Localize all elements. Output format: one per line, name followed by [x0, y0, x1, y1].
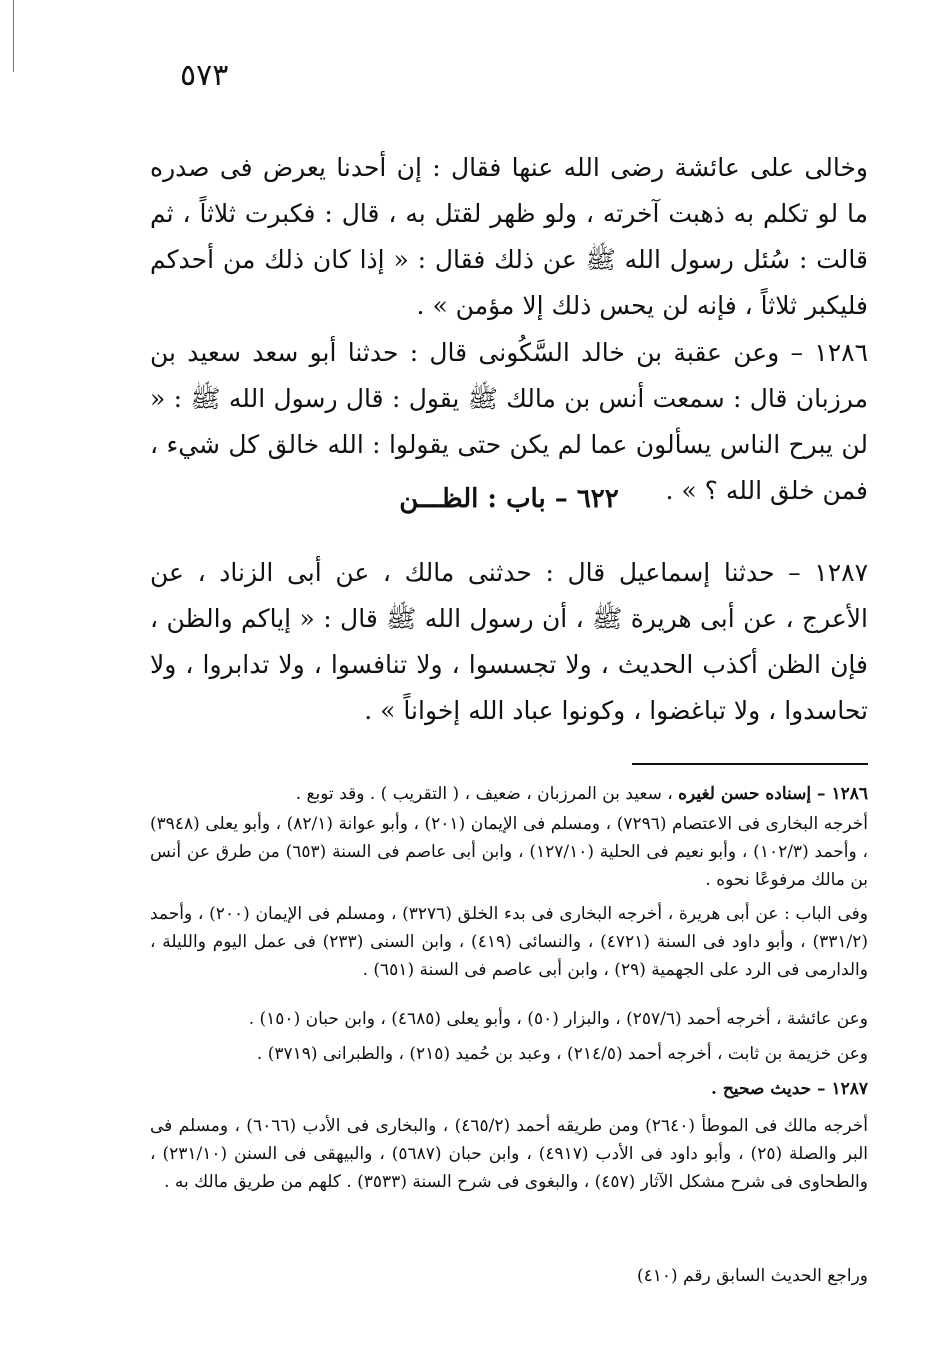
footnote-1286-grading-text: ، سعيد بن المرزبان ، ضعيف ، ( التقريب ) . وقد توبع . — [295, 784, 679, 804]
paragraph-continuation: وخالى على عائشة رضى الله عنها فقال : إن أحدنا يعرض فى صدره ما لو تكلم به ذهبت آخرته ، ولو ظهر لقتل به ، قال : فكبرت ثلاثاً ، ثم قالت : سُئل رسول الله ﷺ عن ذلك فقال : « إذا كان ذلك من أحدكم فليكبر ثلاثاً ، فإنه لن يحس ذلك إلا مؤمن » . — [150, 153, 868, 320]
footnote-1286-abu-hurayra: وفى الباب : عن أبى هريرة ، أخرجه البخارى فى بدء الخلق (٣٢٧٦) ، ومسلم فى الإيمان (٢٠٠) ، وأحمد (٣٣١/٢) ، وأبو داود فى السنة (٤٧٢١) ، والنسائى (٤١٩) ، وابن السنى (٢٣٣) فى عمل اليوم والليلة ، والدارمى فى الرد على الجهمية (٢٩) ، وابن أبى عاصم فى السنة (٦٥١) . — [150, 904, 869, 980]
footnote-1286-grading — [150, 780, 868, 808]
page-number: ٥٧٣ — [180, 58, 229, 93]
page-edge-line — [13, 0, 14, 72]
footnote-1287-label: ١٢٨٧ – حديث صحيح . — [711, 1079, 868, 1099]
footnote-1287-sources: أخرجه مالك فى الموطأ (٢٦٤٠) ومن طريقه أحمد (٤٦٥/٢) ، والبخارى فى الأدب (٦٠٦٦) ، ومسلم فى البر والصلة (٢٥) ، وأبو داود فى الأدب (٤٩١٧) ، وابن حبان (٥٦٨٧) ، والبيهقى فى السنن (٢٣١/١٠) ، والطحاوى فى شرح مشكل الآثار (٤٥٧) ، والبغوى فى شرح السنة (٣٥٣٣) . كلهم من طريق مالك به . — [150, 1116, 868, 1192]
chapter-heading: ٦٢٢ – باب : الظـــن — [399, 484, 619, 514]
footnote-1287-reference: وراجع الحديث السابق رقم (٤١٠) — [636, 1266, 868, 1286]
footnote-1286-label: ١٢٨٦ – إسناده حسن لغيره — [678, 784, 868, 804]
footnote-1286-khuzayma: وعن خزيمة بن ثابت ، أخرجه أحمد (٢١٤/٥) ، وعبد بن حُميد (٢١٥) ، والطبرانى (٣٧١٩) . — [256, 1044, 868, 1064]
footnote-1287-grading — [150, 1075, 868, 1103]
footnote-separator — [632, 763, 868, 765]
footnote-1286-sources: أخرجه البخارى فى الاعتصام (٧٢٩٦) ، ومسلم فى الإيمان (٢٠١) ، وأبو عوانة (٨٢/١) ، وأبو يعلى (٣٩٤٨) ، وأحمد (١٠٢/٣) ، وأبو نعيم فى الحلية (١٢٧/١٠) ، وابن أبى عاصم فى السنة (٦٥٣) من طرق عن أنس بن مالك مرفوعًا نحوه . — [150, 814, 869, 890]
hadith-1286: ١٢٨٦ – وعن عقبة بن خالد السَّكُونى قال : حدثنا أبو سعد سعيد بن مرزبان قال : سمعت أنس بن مالك ﷺ يقول : قال رسول الله ﷺ : « لن يبرح الناس يسألون عما لم يكن حتى يقولوا : الله خالق كل شيء ، فمن خلق الله ؟ » . — [150, 338, 868, 505]
hadith-1287: ١٢٨٧ – حدثنا إسماعيل قال : حدثنى مالك ، عن أبى الزناد ، عن الأعرج ، عن أبى هريرة ﷺ ، أن رسول الله ﷺ قال : « إياكم والظن ، فإن الظن أكذب الحديث ، ولا تجسسوا ، ولا تنافسوا ، ولا تدابروا ، ولا تحاسدوا ، ولا تباغضوا ، وكونوا عباد الله إخواناً » . — [150, 558, 868, 725]
footnote-1286-aisha: وعن عائشة ، أخرجه أحمد (٢٥٧/٦) ، والبزار (٥٠) ، وأبو يعلى (٤٦٨٥) ، وابن حبان (١٥٠) . — [248, 1009, 868, 1029]
